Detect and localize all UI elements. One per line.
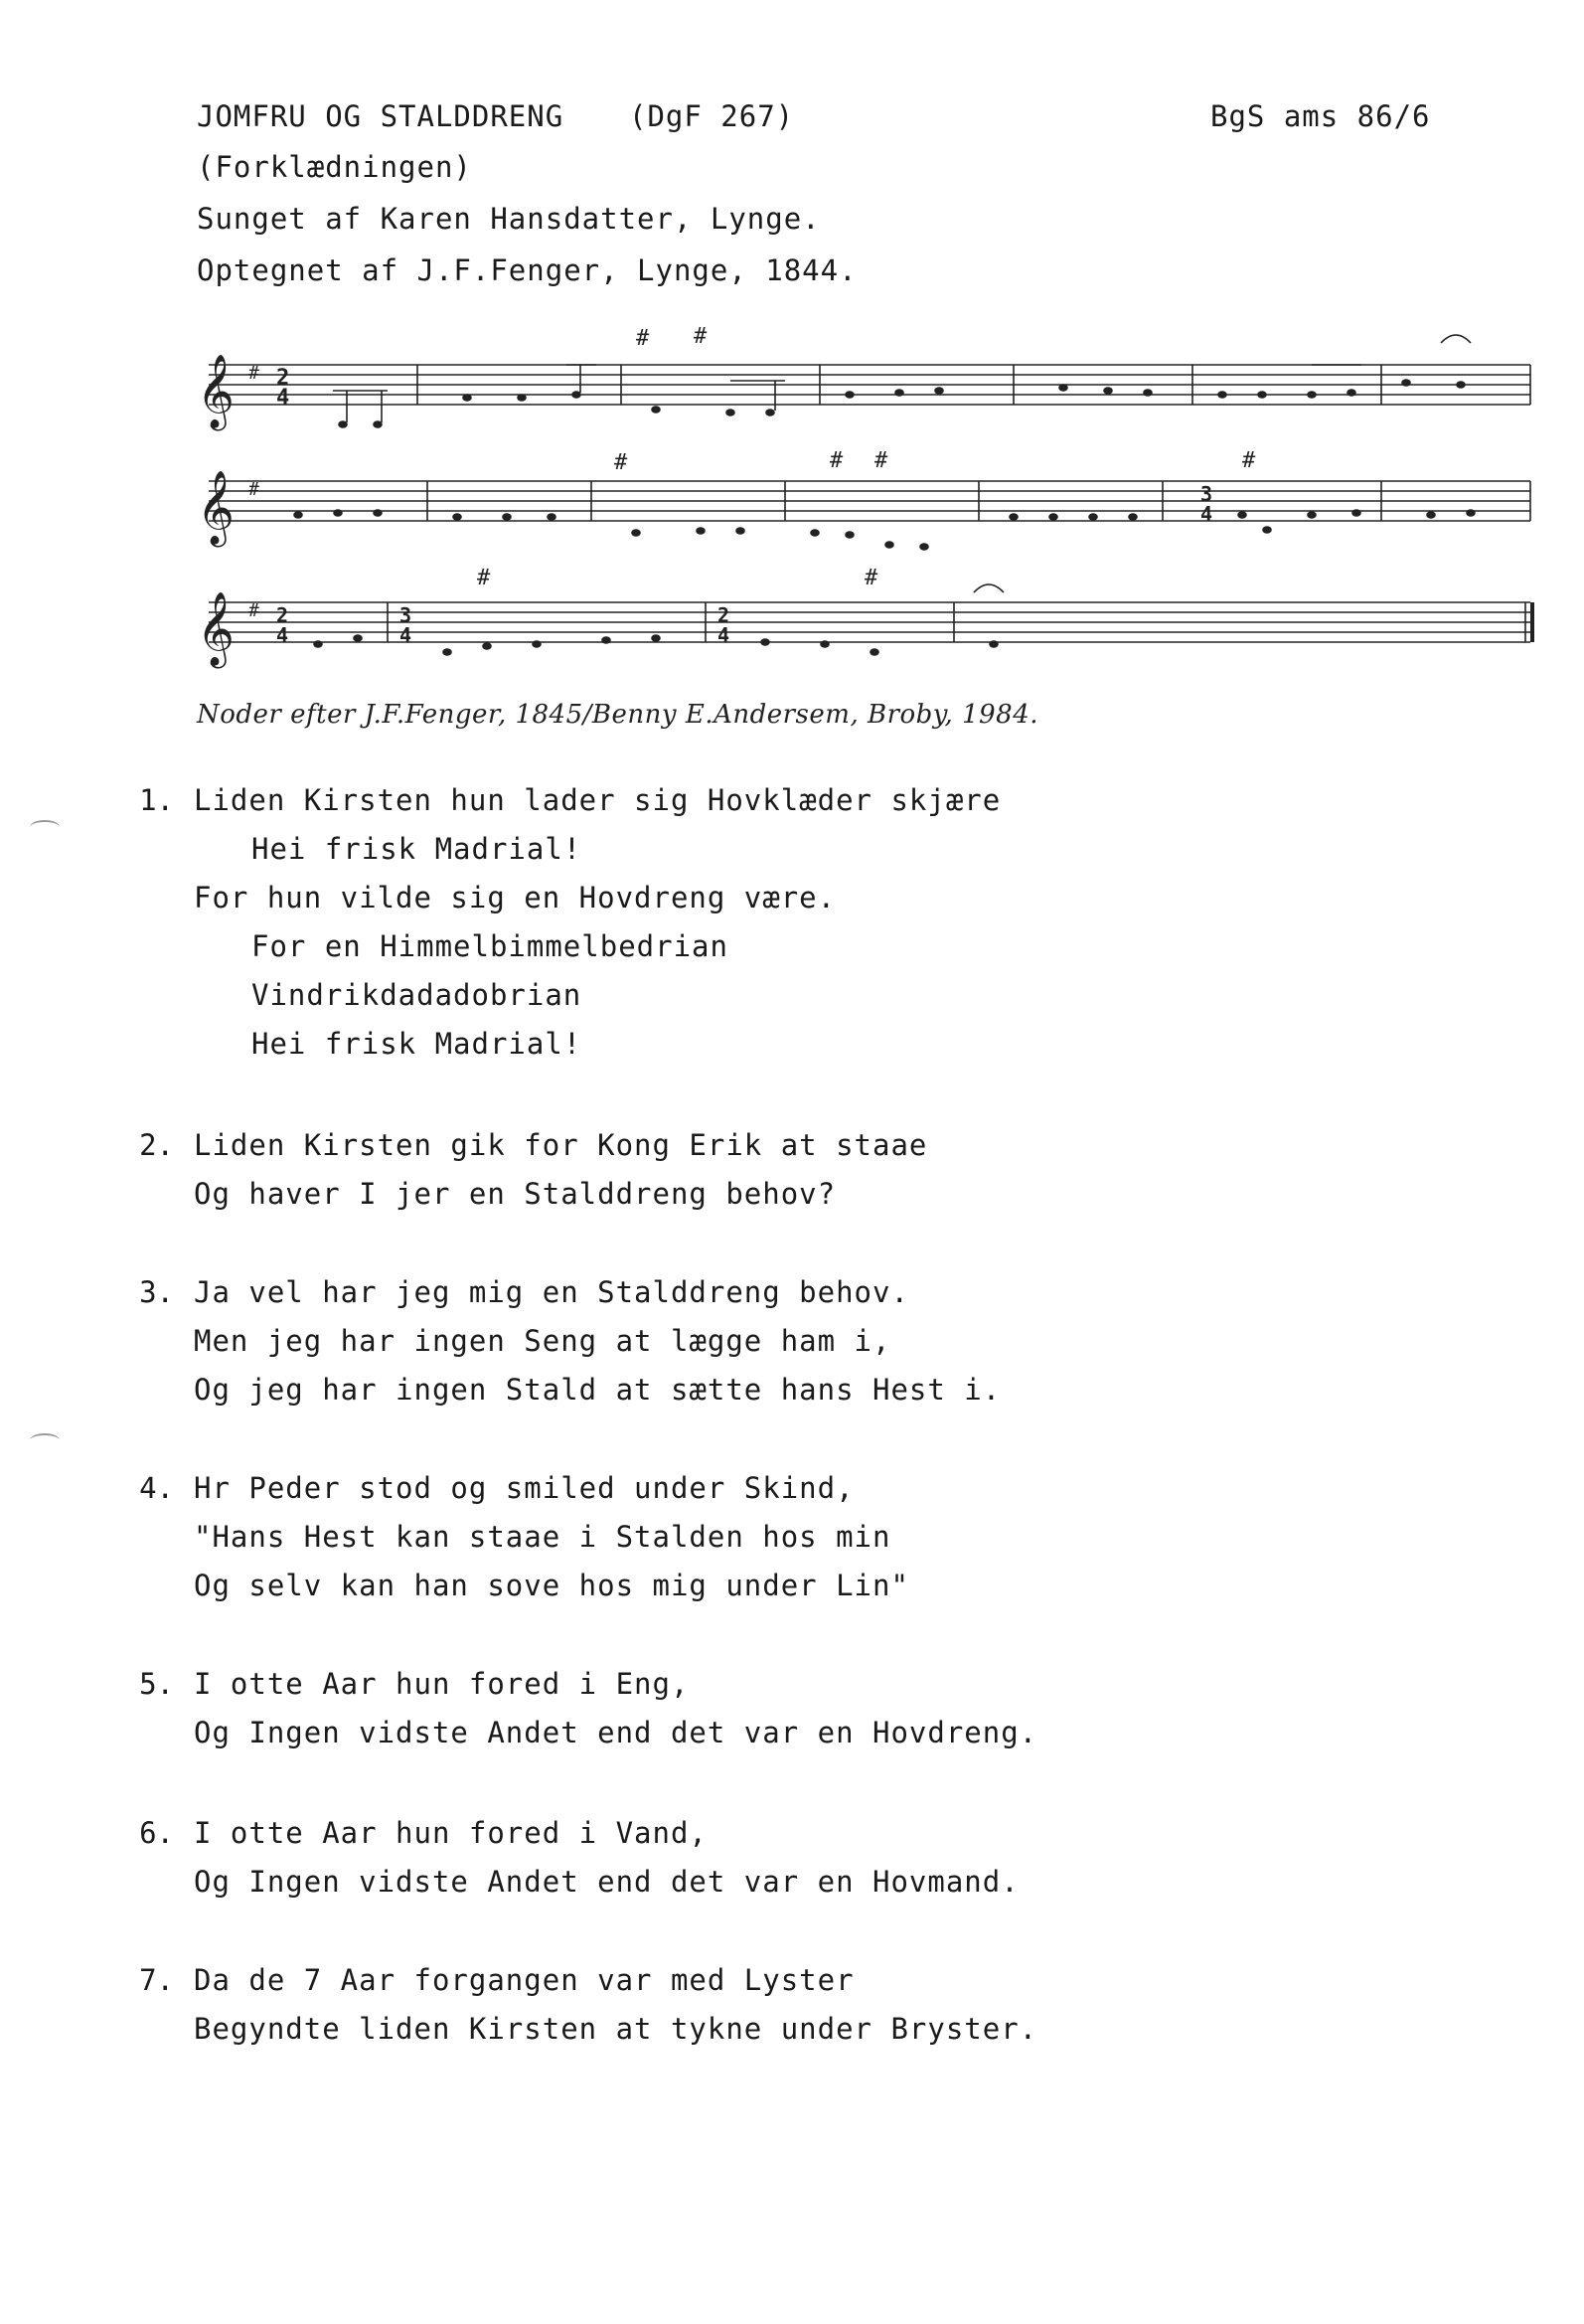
svg-text:#: # (248, 600, 259, 621)
svg-text:4: 4 (717, 623, 730, 647)
verse-line: Hei frisk Madrial! (251, 832, 582, 866)
margin-mark (30, 1433, 60, 1447)
music-staff-3 (189, 563, 1540, 682)
verse-number: 7. (139, 1963, 174, 1997)
svg-text:#: # (636, 326, 650, 351)
svg-text:#: # (614, 450, 628, 475)
verse-line: I otte Aar hun fored i Vand, (194, 1816, 708, 1850)
verse-line: Liden Kirsten gik for Kong Erik at staae (194, 1128, 928, 1162)
verse-line: "Hans Hest kan staae i Stalden hos min (194, 1520, 891, 1554)
svg-text:3: 3 (1200, 482, 1213, 506)
singer-line: Sunget af Karen Hansdatter, Lynge. (197, 202, 821, 236)
verse-line: Liden Kirsten hun lader sig Hovklæder skjære (194, 783, 1002, 817)
svg-text:#: # (1242, 448, 1256, 473)
verse-line: Hr Peder stod og smiled under Skind, (194, 1471, 855, 1505)
svg-text:𝄞: 𝄞 (197, 471, 235, 545)
svg-text:𝄞: 𝄞 (197, 355, 235, 428)
recorder-line: Optegnet af J.F.Fenger, Lynge, 1844. (197, 253, 858, 287)
dgf-reference: (DgF 267) (629, 99, 795, 133)
svg-text:4: 4 (276, 623, 289, 647)
verse-number: 1. (139, 783, 174, 817)
verse-line: Og selv kan han sove hos mig under Lin" (194, 1569, 909, 1602)
svg-text:4: 4 (399, 623, 412, 647)
verse-number: 2. (139, 1128, 174, 1162)
archive-reference: BgS ams 86/6 (1210, 99, 1431, 133)
verse-line: Begyndte liden Kirsten at tykne under Bryster. (194, 2012, 1038, 2046)
svg-text:#: # (477, 566, 491, 590)
svg-text:4: 4 (276, 386, 290, 411)
svg-text:2: 2 (276, 603, 289, 627)
verse-line: Og Ingen vidste Andet end det var en Hovdreng. (194, 1716, 1038, 1749)
verse-line: Og haver I jer en Stalddreng behov? (194, 1177, 837, 1211)
song-title: JOMFRU OG STALDDRENG (197, 99, 564, 133)
svg-text:4: 4 (1200, 502, 1213, 526)
verse-line: Ja vel har jeg mig en Stalddreng behov. (194, 1275, 909, 1309)
verse-line: I otte Aar hun fored i Eng, (194, 1667, 690, 1701)
verse-number: 4. (139, 1471, 174, 1505)
svg-text:𝄞: 𝄞 (197, 592, 235, 666)
margin-mark (30, 820, 60, 834)
verse-line: Og Ingen vidste Andet end det var en Hovmand. (194, 1865, 1020, 1899)
verse-line: Vindrikdadadobrian (251, 978, 582, 1012)
verse-line: Hei frisk Madrial! (251, 1027, 582, 1061)
svg-text:2: 2 (717, 603, 730, 627)
verse-line: For en Himmelbimmelbedrian (251, 929, 728, 963)
verse-line: For hun vilde sig en Hovdreng være. (194, 881, 837, 914)
svg-text:2: 2 (276, 366, 290, 391)
song-subtitle: (Forklædningen) (197, 150, 472, 184)
svg-text:#: # (248, 479, 259, 500)
verse-line: Og jeg har ingen Stald at sætte hans Hest i. (194, 1373, 1002, 1407)
svg-text:#: # (694, 324, 708, 349)
svg-text:#: # (248, 363, 259, 384)
svg-text:3: 3 (399, 603, 412, 627)
music-credit: Noder efter J.F.Fenger, 1845/Benny E.Andersem, Broby, 1984. (197, 700, 1039, 730)
verse-line: Men jeg har ingen Seng at lægge ham i, (194, 1324, 891, 1358)
music-staff-2 (189, 445, 1540, 565)
verse-line: Da de 7 Aar forgangen var med Lyster (194, 1963, 855, 1997)
svg-text:#: # (874, 448, 888, 473)
music-staff-1 (189, 313, 1540, 452)
svg-text:#: # (865, 566, 878, 590)
verse-number: 3. (139, 1275, 174, 1309)
svg-text:#: # (830, 448, 844, 473)
verse-number: 6. (139, 1816, 174, 1850)
verse-number: 5. (139, 1667, 174, 1701)
